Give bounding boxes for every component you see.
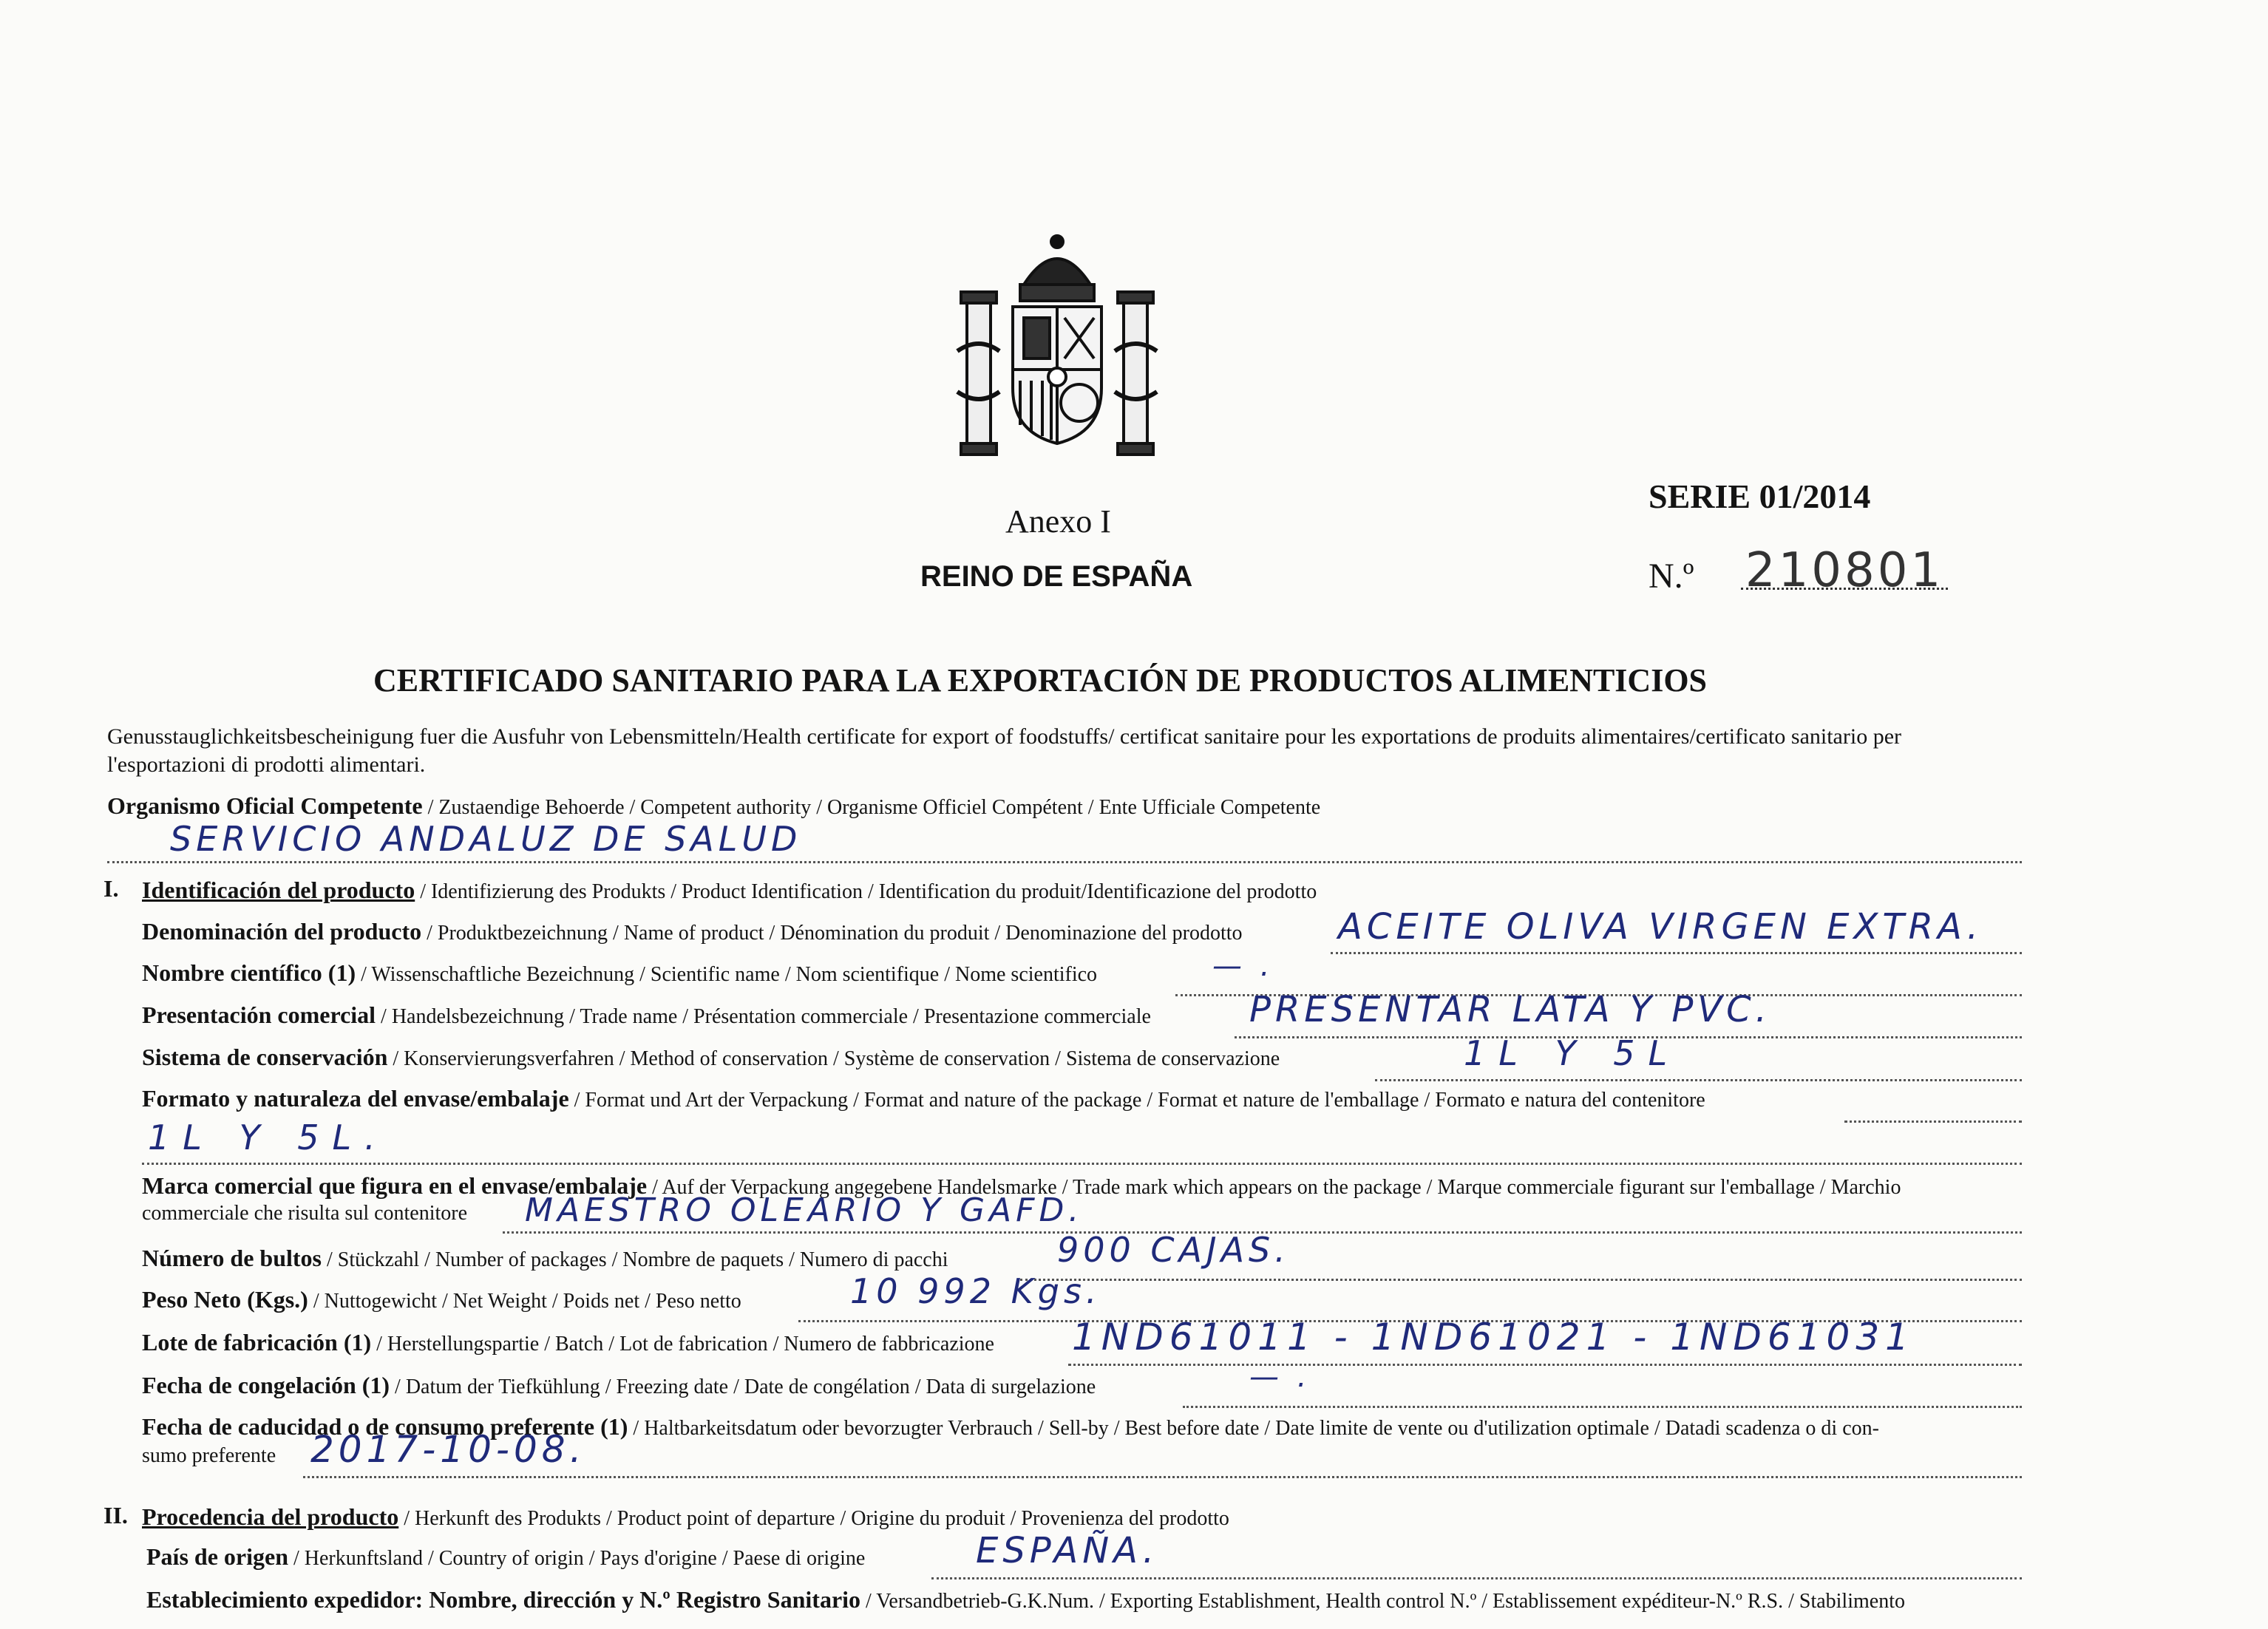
section-2-translations: / Herkunft des Produkts / Product point of departure / Origine du produit / Provenienza del prodotto bbox=[404, 1507, 1229, 1530]
trade-name-field bbox=[142, 1001, 1151, 1029]
package-format-label: Formato y naturaleza del envase/embalaje bbox=[142, 1085, 569, 1112]
section-2-numeral: II. bbox=[103, 1502, 128, 1528]
trade-mark-label: Marca comercial que figura en el envase/embalaje bbox=[142, 1172, 648, 1199]
authority-line bbox=[107, 861, 2022, 863]
product-name-translations: / Produktbezeichnung / Name of product / Dénomination du produit / Denominazione del prodotto bbox=[427, 922, 1243, 945]
net-weight-label: Peso Neto (Kgs.) bbox=[142, 1286, 308, 1313]
section-1-translations: / Identifizierung des Produkts / Product Identification / Identification du produit/Identificazione del prodotto bbox=[420, 880, 1317, 903]
product-name-line bbox=[1331, 952, 2022, 954]
packages-value: 900 CAJAS. bbox=[1057, 1230, 1290, 1270]
freezing-date-line bbox=[1183, 1406, 2022, 1408]
coat-of-arms-icon bbox=[954, 233, 1161, 462]
product-name-value: ACEITE OLIVA VIRGEN EXTRA. bbox=[1338, 906, 1983, 948]
net-weight-value: 10 992 Kgs. bbox=[850, 1271, 1101, 1311]
batch-line bbox=[1068, 1364, 2022, 1366]
batch-field bbox=[142, 1329, 994, 1356]
scientific-name-label: Nombre científico (1) bbox=[142, 959, 356, 986]
conservation-field bbox=[142, 1044, 1280, 1071]
product-name-field bbox=[142, 918, 1243, 945]
conservation-line bbox=[1375, 1079, 2022, 1081]
kingdom-label: REINO DE ESPAÑA bbox=[920, 560, 1193, 593]
batch-translations: / Herstellungspartie / Batch / Lot de fabrication / Numero de fabbricazione bbox=[376, 1333, 994, 1356]
conservation-value: 1L Y 5L bbox=[1464, 1033, 1681, 1073]
establishment-label: Establecimiento expedidor: Nombre, dirección y N.º Registro Sanitario bbox=[146, 1586, 861, 1613]
trade-mark-value: MAESTRO OLEARIO Y GAFD. bbox=[525, 1191, 1084, 1229]
origin-field bbox=[146, 1543, 865, 1571]
package-format-field bbox=[142, 1085, 1705, 1112]
trade-mark-field-cont bbox=[142, 1202, 467, 1225]
net-weight-translations: / Nuttogewicht / Net Weight / Poids net / Peso netto bbox=[313, 1290, 741, 1313]
package-format-translations: / Format und Art der Verpackung / Format and nature of the package / Format et nature de l'emballage / Formato e natura del contenitore bbox=[574, 1089, 1705, 1112]
origin-label: País de origen bbox=[146, 1543, 288, 1570]
freezing-date-label: Fecha de congelación (1) bbox=[142, 1372, 390, 1398]
product-name-label: Denominación del producto bbox=[142, 918, 422, 945]
batch-label: Lote de fabricación (1) bbox=[142, 1329, 372, 1356]
packages-label: Número de bultos bbox=[142, 1245, 322, 1271]
serie-label: SERIE 01/2014 bbox=[1649, 477, 1871, 515]
establishment-field bbox=[146, 1586, 1905, 1613]
freezing-date-translations: / Datum der Tiefkühlung / Freezing date / Date de congélation / Data di surgelazione bbox=[395, 1375, 1096, 1398]
best-before-translations: / Haltbarkeitsdatum oder bevorzugter Verbrauch / Sell-by / Best before date / Date limite de vente ou d'utilization optimale / Datadi scadenza o di con- bbox=[633, 1417, 1879, 1440]
best-before-label: Fecha de caducidad o de consumo preferente (1) bbox=[142, 1413, 628, 1440]
conservation-translations: / Konservierungsverfahren / Method of conservation / Système de conservation / Sistema de conservazione bbox=[393, 1047, 1280, 1070]
freezing-date-value: — . bbox=[1249, 1360, 1311, 1394]
trade-name-translations: / Handelsbezeichnung / Trade name / Présentation commerciale / Presentazione commerciale bbox=[381, 1005, 1151, 1028]
freezing-date-field bbox=[142, 1372, 1096, 1399]
packages-translations: / Stückzahl / Number of packages / Nombre de paquets / Numero di pacchi bbox=[326, 1248, 948, 1271]
net-weight-field bbox=[142, 1286, 741, 1313]
scientific-name-value: — . bbox=[1212, 949, 1274, 983]
section-1-label: Identificación del producto bbox=[142, 877, 415, 903]
best-before-value: 2017-10-08. bbox=[310, 1428, 586, 1471]
packages-field bbox=[142, 1245, 948, 1272]
document-title: CERTIFICADO SANITARIO PARA LA EXPORTACIÓN DE PRODUCTOS ALIMENTICIOS bbox=[373, 662, 1708, 698]
batch-value: 1ND61011 - 1ND61021 - 1ND61031 bbox=[1072, 1316, 1915, 1358]
origin-value: ESPAÑA. bbox=[976, 1530, 1159, 1571]
section-2-label: Procedencia del producto bbox=[142, 1503, 399, 1530]
conservation-label: Sistema de conservación bbox=[142, 1044, 388, 1070]
authority-translations: / Zustaendige Behoerde / Competent authority / Organisme Officiel Compétent / Ente Ufficiale Competente bbox=[427, 796, 1321, 819]
trade-mark-translations-cont: commerciale che risulta sul contenitore bbox=[142, 1202, 468, 1225]
origin-line bbox=[931, 1577, 2022, 1579]
section-1-heading bbox=[142, 877, 1317, 904]
annex-label: Anexo I bbox=[1005, 503, 1111, 540]
certificate-number-label: N.º bbox=[1649, 557, 1694, 596]
package-format-value: 1L Y 5L. bbox=[148, 1118, 389, 1157]
best-before-line bbox=[303, 1476, 2022, 1478]
scientific-name-translations: / Wissenschaftliche Bezeichnung / Scientific name / Nom scientifique / Nome scientifico bbox=[361, 963, 1098, 986]
section-1-numeral: I. bbox=[103, 875, 119, 902]
section-2-heading bbox=[142, 1503, 1229, 1531]
best-before-field-cont bbox=[142, 1444, 276, 1468]
document-subtitle: Genusstauglichkeitsbescheinigung fuer die Ausfuhr von Lebensmitteln/Health certificate for export of foodstuffs/ certificat sanitaire pour les exportations de produits alimentaires/certificato sanitario per l'esportazioni di prodotti alimentari. bbox=[107, 724, 1901, 777]
packages-line bbox=[1020, 1279, 2022, 1281]
package-format-line-1 bbox=[1844, 1120, 2022, 1123]
trade-name-value: PRESENTAR LATA Y PVC. bbox=[1249, 989, 1771, 1030]
package-format-line-2 bbox=[142, 1163, 2022, 1165]
authority-field bbox=[107, 792, 1320, 820]
certificate-number-value: 210801 bbox=[1741, 543, 1948, 590]
authority-value: SERVICIO ANDALUZ DE SALUD bbox=[170, 819, 802, 859]
scientific-name-field bbox=[142, 959, 1097, 987]
best-before-translations-cont: sumo preferente bbox=[142, 1444, 276, 1467]
trade-name-label: Presentación comercial bbox=[142, 1001, 376, 1028]
authority-label: Organismo Oficial Competente bbox=[107, 792, 423, 819]
trade-mark-translations: / Auf der Verpackung angegebene Handelsmarke / Trade mark which appears on the package / Marque commerciale figurant sur l'emballage / Marchio bbox=[652, 1176, 1901, 1199]
origin-translations: / Herkunftsland / Country of origin / Pays d'origine / Paese di origine bbox=[293, 1547, 866, 1570]
establishment-translations: / Versandbetrieb-G.K.Num. / Exporting Establishment, Health control N.º / Establissement expéditeur-N.º R.S. / Stabilimento bbox=[866, 1590, 1905, 1613]
